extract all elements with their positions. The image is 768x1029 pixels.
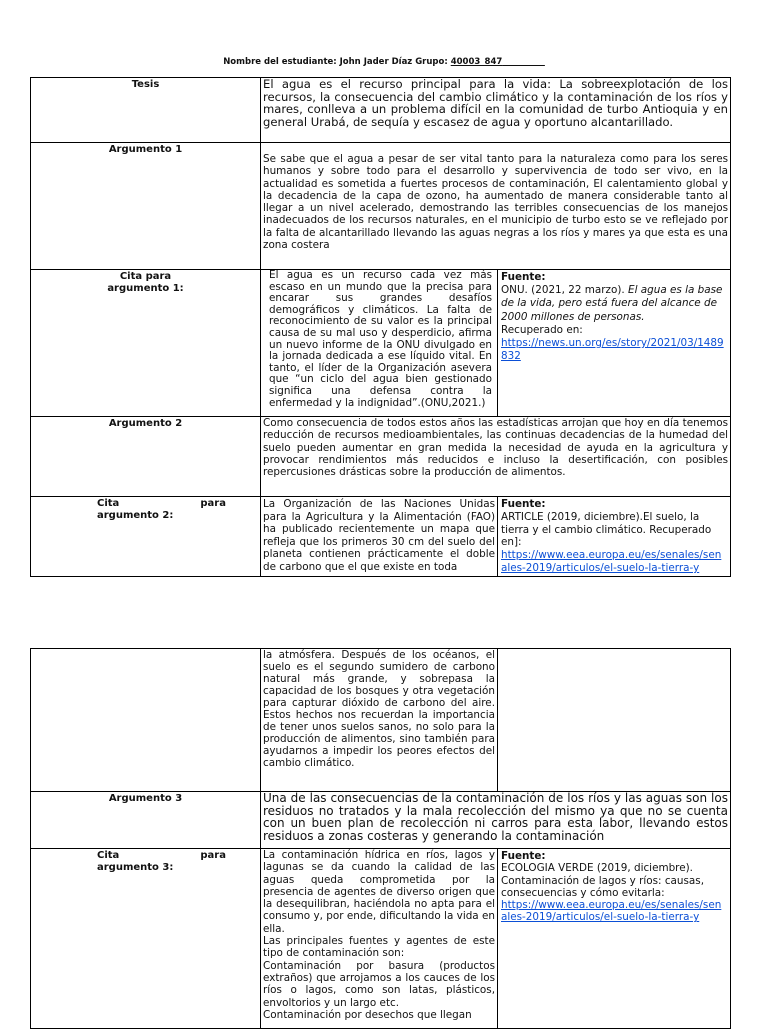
student-name: Nombre del estudiante: John Jader Díaz Grupo: — [223, 57, 451, 67]
cita3-text: La contaminación hídrica en ríos, lagos y lagunas se da cuando la calidad de las aguas queda comprometida por la presencia de agentes de diverso origen que la desequilibran, haciéndola no apta para el consumo y, por ende, dificultando la vida en ella. Las principales fuentes y agentes de este tipo de contaminación son: Contaminación por basura (productos extraños) que arrojamos a los cauces de los ríos o lagos, como son latas, plásticos, envoltorios y un largo etc. Contaminación por desechos que llegan — [261, 849, 498, 1029]
row-cita-2 — [31, 497, 731, 577]
fuente2-label: Fuente: — [501, 498, 546, 510]
empty-label-cell — [31, 649, 261, 792]
fuente3-link[interactable]: https://www.eea.europa.eu/es/senales/senales-2019/articulos/el-suelo-la-tierra-y — [501, 899, 722, 924]
fuente3-ref: ECOLOGIA VERDE (2019, diciembre). Contaminación de lagos y ríos: causas, consecuencias y cómo evitarla: — [501, 862, 705, 899]
row-argumento-2 — [31, 417, 731, 497]
row-cita-1 — [31, 270, 731, 417]
fuente2-ref: ARTICLE (2019, diciembre).El suelo, la tierra y el cambio climático. Recuperado en]: — [501, 510, 712, 549]
tesis-text: El agua es el recurso principal para la vida: La sobreexplotación de los recursos, la consecuencia del cambio climático y la contaminación de los ríos y mares, conlleva a un problema difícil en la comunidad de turbo Antioquia y en general Urabá, de sequía y escasez de agua y oportuno alcantarillado. — [261, 78, 731, 143]
arg2-text: Como consecuencia de todos estos años las estadísticas arrojan que hoy en día tenemos reducción de recursos medioambientales, las continuas decadencias de la humedad del suelo pueden aumentar en gran medida la necesidad de ayuda en la agricultura y provocar rendimientos más reducidos e incluso la desertificación, con posibles repercusiones drásticas sobre la producción de alimentos. — [261, 417, 731, 497]
cita1-label: Cita para argumento 1: — [31, 270, 261, 417]
student-header — [0, 57, 768, 67]
cita2-cont-text: la atmósfera. Después de los océanos, el suelo es el segundo sumidero de carbono natural más grande, y sobrepasa la capacidad de los bosques y otra vegetación para capturar dióxido de carbono del aire. Estos hechos nos recuerdan la importancia de tener unos suelos sanos, no solo para la producción de alimentos, sino también para ayudarnos a impedir los peores efectos del cambio climático. — [261, 649, 498, 792]
argument-table-page1 — [30, 77, 731, 577]
fuente3-label: Fuente: — [501, 850, 546, 862]
fuente1-link[interactable]: https://news.un.org/es/story/2021/03/1489832 — [501, 337, 724, 363]
empty-source-cell — [498, 649, 731, 792]
arg1-label: Argumento 1 — [31, 143, 261, 270]
cita2-text: La Organización de las Naciones Unidas para la Agricultura y la Alimentación (FAO) ha publicado recientemente un mapa que refleja que los primeros 30 cm del suelo del planeta contienen prácticamente el doble de carbono que el que existe en toda — [261, 497, 498, 577]
row-cita-2-cont — [31, 649, 731, 792]
arg2-label: Argumento 2 — [31, 417, 261, 497]
fuente2-link[interactable]: https://www.eea.europa.eu/es/senales/senales-2019/articulos/el-suelo-la-tierra-y — [501, 549, 722, 574]
cita3-label: Cita para argumento 3: — [31, 849, 261, 1029]
arg3-label: Argumento 3 — [31, 792, 261, 849]
arg3-text: Una de las consecuencias de la contaminación de los ríos y las aguas son los residuos no tratados y la mala recolección del mismo ya que no se cuenta con un buen plan de recolección ni carros para esta labor, llevando estos residuos a zonas costeras y generando la contaminación — [261, 792, 731, 849]
fuente1-ref: ONU. (2021, 22 marzo). — [501, 284, 629, 297]
fuente3 — [498, 849, 731, 1029]
group-number: 40003_847__________ — [450, 57, 545, 67]
arg1-text: Se sabe que el agua a pesar de ser vital tanto para la naturaleza como para los seres humanos y sobre todo para el desarrollo y supervivencia de todo ser vivo, en la actualidad es sometida a fuertes procesos de contaminación, El calentamiento global y la decadencia de la capa de ozono, ha aumentado de manera considerable tanto al llegar a un nivel acelerado, demostrando las terribles consecuencias de los manejos inadecuados de los recursos naturales, en el municipio de turbo esto se ve reflejado por la falta de alcantarillado llevando las aguas negras a los ríos y mares ya que esta es una zona costera — [261, 143, 731, 270]
row-tesis — [31, 78, 731, 143]
cita1-text: El agua es un recurso cada vez más escaso en un mundo que la precisa para encarar sus grandes desafíos demográficos y climáticos. La falta de reconocimiento de su valor es la principal causa de su mal uso y desperdicio, afirma un nuevo informe de la ONU divulgado en la jornada dedicada a ese líquido vital. En tanto, el líder de la Organización asevera que “un ciclo del agua bien gestionado significa una defensa contra la enfermedad y la indignidad”.(ONU,2021.) — [261, 270, 498, 417]
row-argumento-3 — [31, 792, 731, 849]
fuente1-recuperado: Recuperado en: — [501, 323, 583, 336]
fuente2 — [498, 497, 731, 577]
fuente1 — [498, 270, 731, 417]
fuente1-label: Fuente: — [501, 271, 546, 283]
cita2-label: Cita para argumento 2: — [31, 497, 261, 577]
row-argumento-1 — [31, 143, 731, 270]
fuente1-title: El agua es la base de la vida, pero está fuera del alcance de 2000 millones de personas. — [501, 284, 723, 323]
argument-table-page2 — [30, 648, 731, 1029]
row-cita-3 — [31, 849, 731, 1029]
tesis-label: Tesis — [31, 78, 261, 143]
